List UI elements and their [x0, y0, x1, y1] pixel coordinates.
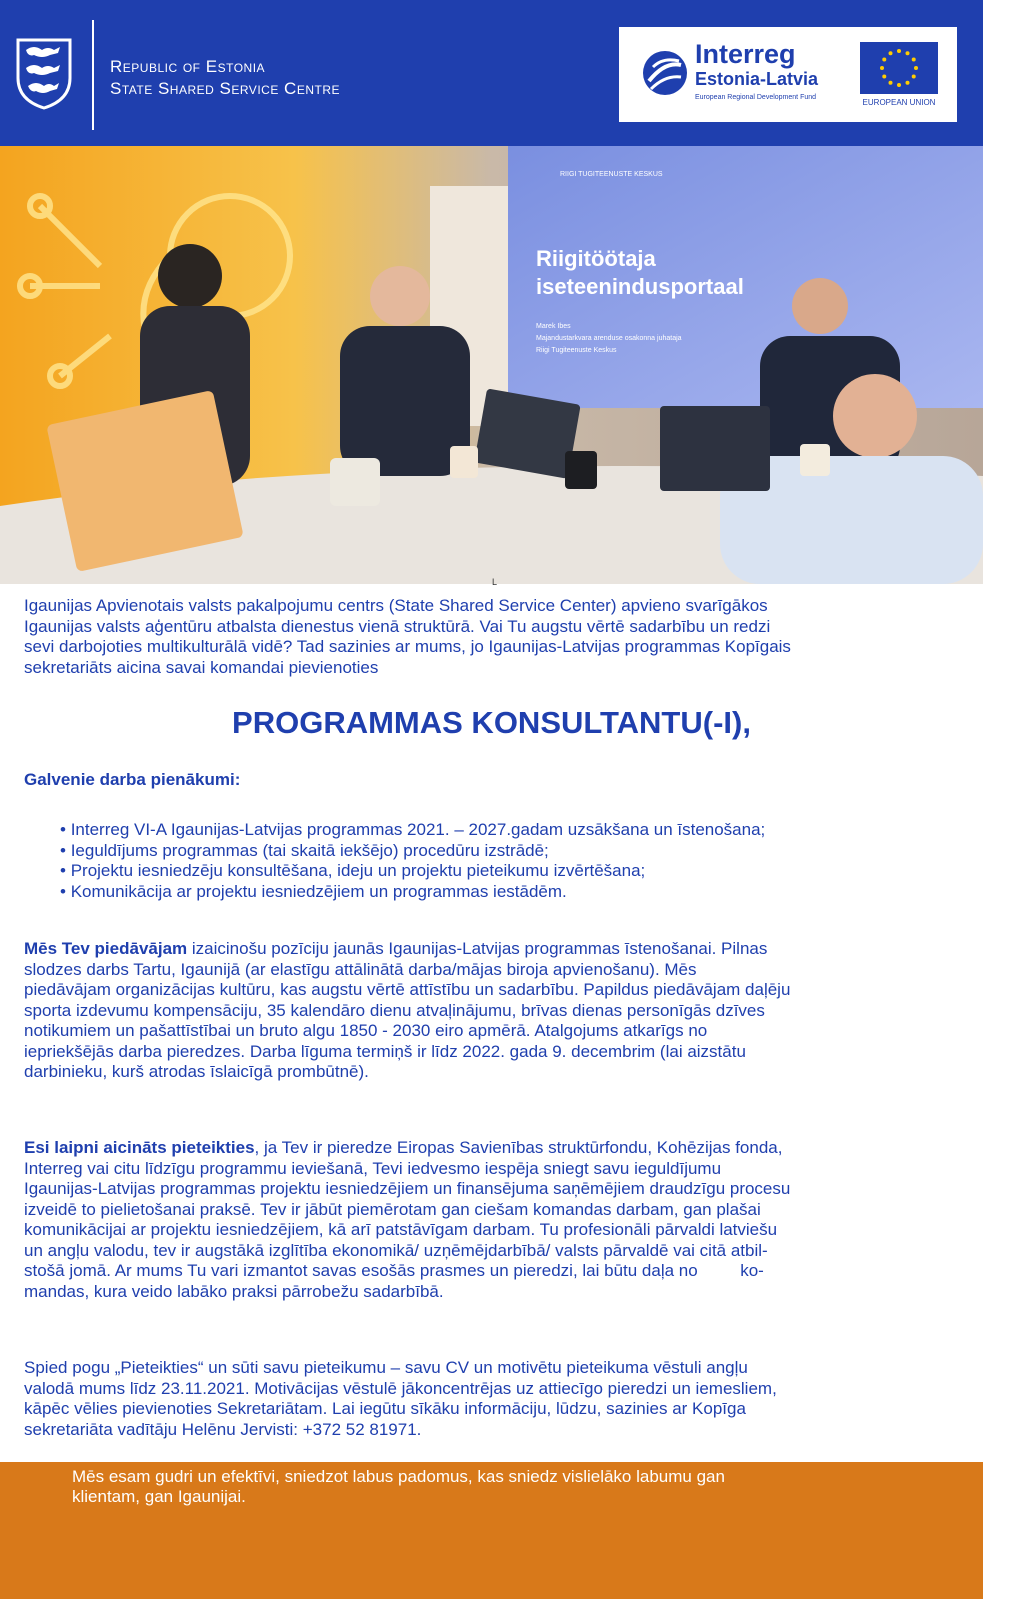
screen-org-footer: Riigi Tugiteenuste Keskus	[536, 347, 617, 354]
eu-flag-icon	[860, 42, 938, 94]
eu-star-icon	[912, 58, 916, 62]
invite-line: un angļu valodu, tev ir augstākā izglītība ekonomikā/ uzņēmējdarbībā/ valsts pārvaldē vai citā atbil-	[24, 1240, 768, 1260]
intro-line: sekretariāts aicina savai komandai pievienoties	[24, 657, 379, 677]
list-item: • Projektu iesniedzēju konsultēšana, ideju un projektu pieteikumu izvērtēšana;	[60, 861, 765, 882]
offer-line: notikumiem un pašattīstībai un bruto algu 1850 - 2030 eiro apmērā. Atalgojums atkarīgs no	[24, 1021, 708, 1040]
eu-label: EUROPEAN UNION	[862, 98, 936, 107]
duties-list	[60, 820, 765, 902]
apply-paragraph	[24, 1358, 964, 1440]
slogan-line: klientam, gan Igaunijai.	[72, 1487, 246, 1506]
invite-line: Igaunijas-Latvijas programmas projektu iesniedzējiem un finansējuma saņēmējiem draudzīgu procesu	[24, 1179, 791, 1198]
slogan-line: Mēs esam gudri un efektīvi, sniedzot labus padomus, kas sniedz vislielāko labumu gan	[72, 1467, 725, 1486]
apply-line: sekretariāta vadītāju Helēnu Jervisti: +372 52 81971.	[24, 1419, 422, 1439]
screen-presenter: Marek Ibes	[536, 323, 571, 330]
invite-lead: Esi laipni aicināts pieteikties	[24, 1138, 255, 1157]
estonia-coat-of-arms-icon	[16, 38, 72, 110]
org-name-line2: State Shared Service Centre	[110, 79, 340, 98]
header-banner	[0, 0, 983, 146]
offer-line: izaicinošu pozīciju jaunās Igaunijas-Latvijas programmas īstenošanai. Pilnas	[187, 939, 768, 958]
eu-star-icon	[882, 58, 886, 62]
eu-star-icon	[880, 66, 884, 70]
invite-line: mandas, kura veido labāko praksi pārrobežu sadarbībā.	[24, 1281, 444, 1301]
apply-line: kāpēc vēlies pievienoties Sekretariātam. Lai iegūtu sīkāku informāciju, lūdzu, sazinies ar Kopīga	[24, 1399, 746, 1418]
screen-role: Majandustarkvara arenduse osakonna juhataja	[536, 335, 682, 342]
list-item: • Interreg VI-A Igaunijas-Latvijas programmas 2021. – 2027.gadam uzsākšana un īstenošana;	[60, 820, 765, 841]
eu-star-icon	[906, 51, 910, 55]
interreg-logo-icon	[639, 45, 691, 101]
offer-line: slodzes darbs Tartu, Igaunijā (ar elastīgu attālinātā darba/mājas biroja apvienošanu). Mēs	[24, 959, 697, 979]
job-title: PROGRAMMAS KONSULTANTU(-I),	[232, 705, 751, 740]
offer-lead: Mēs Tev piedāvājam	[24, 939, 188, 958]
invite-line: stošā jomā. Ar mums Tu vari izmantot savas esošās prasmes un pieredzi, lai būtu daļa no ko-	[24, 1261, 764, 1280]
screen-title-line2: iseteenindusportaal	[536, 274, 744, 299]
eu-star-icon	[906, 81, 910, 85]
intro-line: Igaunijas valsts aģentūru atbalsta dienestus vienā struktūrā. Vai Tu augstu vērtē sadarbību un redzi	[24, 616, 771, 636]
invite-line: komunikācijai ar projektu iesniedzējiem, kā arī patstāvīgam darbam. Tu profesionāli pārvaldi latviešu	[24, 1220, 778, 1239]
interreg-fund: European Regional Development Fund	[695, 94, 817, 101]
offer-line: darbinieku, kurš atrodas īslaicīgā prombūtnē).	[24, 1062, 369, 1081]
offer-paragraph	[24, 939, 964, 1083]
intro-paragraph	[24, 596, 964, 678]
interreg-region: Estonia-Latvia	[695, 69, 819, 89]
partner-logos	[619, 27, 957, 122]
duties-heading: Galvenie darba pienākumi:	[24, 770, 241, 789]
interreg-name: Interreg	[695, 39, 796, 69]
header-divider	[92, 20, 94, 130]
eu-star-icon	[882, 75, 886, 79]
list-item: • Komunikācija ar projektu iesniedzējiem un programmas iestādēm.	[60, 882, 765, 903]
eu-star-icon	[897, 83, 901, 87]
apply-line: valodā mums līdz 23.11.2021. Motivācijas vēstulē jākoncentrējas uz attiecīgo pieredzi un iemesliem,	[24, 1378, 777, 1398]
invite-line: izveidē to pielietošanai praksē. Tev ir jābūt piemērotam gan ciešam komandas darbam, gan plašai	[24, 1199, 761, 1219]
eu-star-icon	[912, 75, 916, 79]
invite-paragraph	[24, 1138, 964, 1302]
eu-star-icon	[897, 49, 901, 53]
invite-line: , ja Tev ir pieredze Eiropas Savienības struktūrfondu, Kohēzijas fonda,	[254, 1138, 783, 1157]
eu-star-icon	[914, 66, 918, 70]
eu-star-icon	[889, 81, 893, 85]
eu-star-icon	[889, 51, 893, 55]
team-meeting-photo	[0, 146, 983, 584]
list-item: • Ieguldījums programmas (tai skaitā iekšējo) procedūru izstrādē;	[60, 841, 765, 862]
apply-line: Spied pogu „Pieteikties“ un sūti savu pieteikumu – savu CV un motivētu pieteikuma vēstuli angļu	[24, 1358, 748, 1377]
footer-slogan	[72, 1467, 952, 1507]
invite-line: Interreg vai citu līdzīgu programmu ieviešanā, Tevi iedvesmo iespēja sniegt savu ieguldījumu	[24, 1158, 722, 1178]
screen-org: RIIGI TUGITEENUSTE KESKUS	[560, 171, 663, 178]
offer-line: sporta izdevumu kompensāciju, 35 kalendāro dienu atvaļinājumu, brīvas dienas personīgās dzīves	[24, 1000, 765, 1020]
screen-title-line1: Riigitöötaja	[536, 246, 656, 271]
offer-line: iepriekšējās darba pieredzes. Darba līguma termiņš ir līdz 2022. gada 9. decembrim (lai aizstātu	[24, 1041, 746, 1061]
offer-line: piedāvājam organizācijas kultūru, kas augstu vērtē attīstību un sadarbību. Papildus piedāvājam daļēju	[24, 980, 791, 999]
intro-line: sevi darbojoties multikulturālā vidē? Tad sazinies ar mums, jo Igaunijas-Latvijas programmas Kopīgais	[24, 637, 791, 656]
org-name-line1: Republic of Estonia	[110, 57, 266, 76]
intro-line: Igaunijas Apvienotais valsts pakalpojumu centrs (State Shared Service Center) apvieno svarīgākos	[24, 596, 768, 615]
stray-letter: L	[492, 577, 498, 587]
